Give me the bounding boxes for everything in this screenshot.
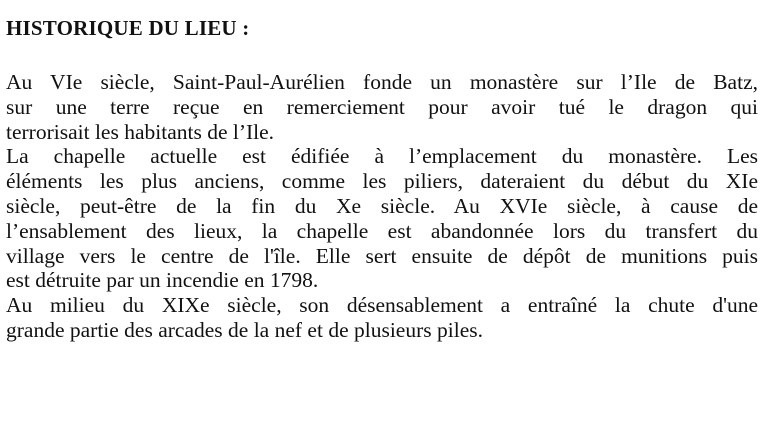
text-line: éléments les plus anciens, comme les piliers, dateraient du début du XIe	[6, 169, 758, 194]
text-line: terrorisait les habitants de l’Ile.	[6, 119, 275, 144]
text-line: l’ensablement des lieux, la chapelle est abandonnée lors du transfert du	[6, 218, 758, 243]
text-line: grande partie des arcades de la nef et de plusieurs piles.	[6, 317, 483, 342]
text-line: est détruite par un incendie en 1798.	[6, 268, 319, 293]
text-line: siècle, peut-être de la fin du Xe siècle. Au XVIe siècle, à cause de	[6, 193, 758, 218]
text-line: Au milieu du XIXe siècle, son désensablement a entraîné la chute d'une	[6, 293, 758, 318]
text-line: Au VIe siècle, Saint-Paul-Aurélien fonde un monastère sur l’Ile de Batz,	[6, 70, 758, 94]
document-body	[6, 70, 758, 343]
paragraph-3	[6, 293, 758, 343]
section-heading: HISTORIQUE DU LIEU :	[6, 16, 250, 40]
text-line: La chapelle actuelle est édifiée à l’emplacement du monastère. Les	[6, 144, 758, 169]
text-line: sur une terre reçue en remerciement pour avoir tué le dragon qui	[6, 94, 758, 119]
paragraph-2	[6, 144, 758, 293]
paragraph-1	[6, 70, 758, 144]
text-line: village vers le centre de l'île. Elle sert ensuite de dépôt de munitions puis	[6, 243, 758, 268]
